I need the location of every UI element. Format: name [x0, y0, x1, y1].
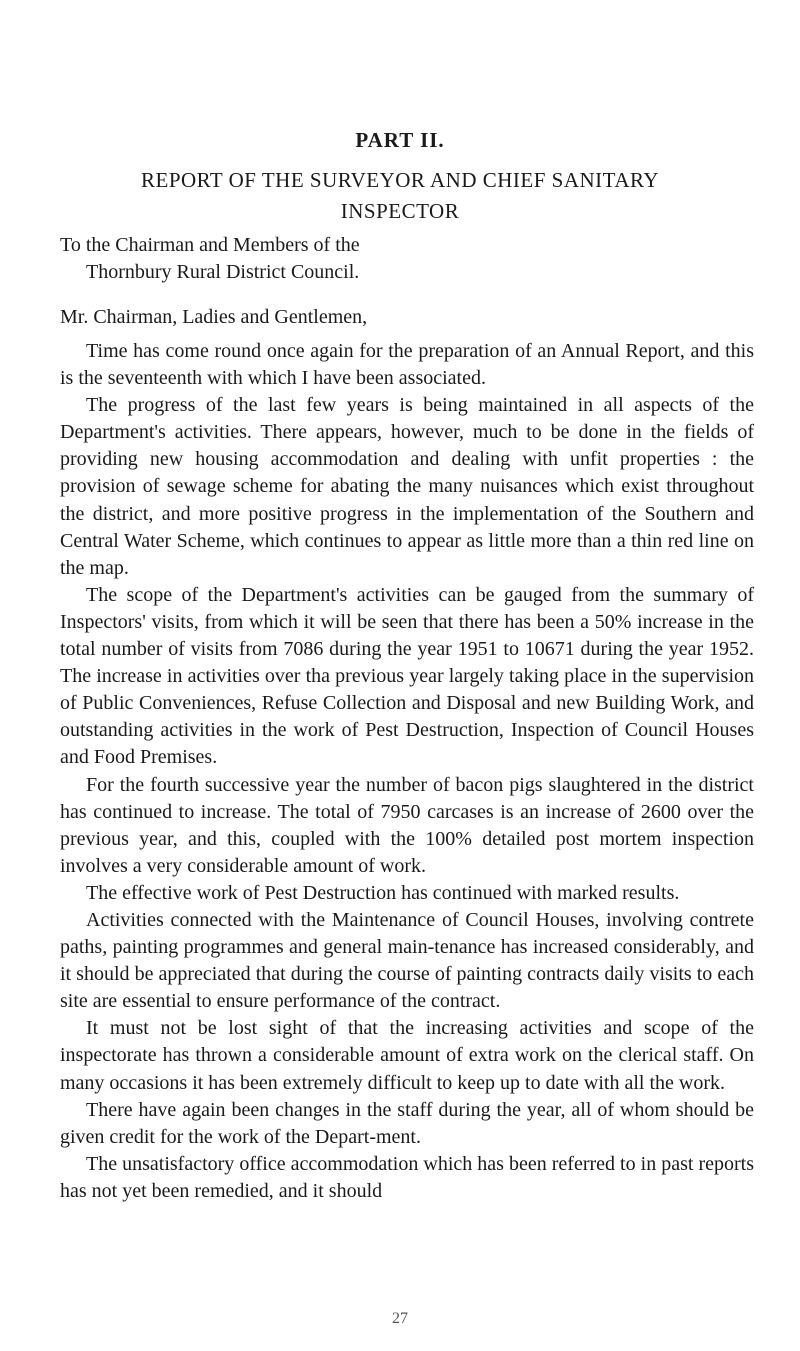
address-line-1: To the Chairman and Members of the	[60, 234, 360, 256]
paragraph-4: For the fourth successive year the number of bacon pigs slaughtered in the district has continued to increase. The total of 7950 carcases is an increase of 2600 over the previous year, and this, coupled with the 100% detailed post mortem inspection involves a very considerable amount of work.	[60, 773, 754, 877]
report-title-line-2: INSPECTOR	[340, 199, 460, 223]
paragraph-9: The unsatisfactory office accommodation which has been referred to in past reports has not yet been remedied, and it should	[60, 1152, 754, 1202]
report-title	[40, 165, 760, 227]
part-heading: PART II.	[355, 128, 445, 152]
page-number: 27	[392, 1310, 408, 1327]
paragraph-3: The scope of the Department's activities can be gauged from the summary of Inspectors' visits, from which it will be seen that there has been a 50% increase in the total number of visits from 7086 during the year 1951 to 10671 during the year 1952. The increase in activities over tha previous year largely taking place in the supervision of Public Conveniences, Refuse Collection and Disposal and new Building Work, and outstanding activities in the work of Pest Destruction, Inspection of Council Houses and Food Premises.	[60, 583, 754, 769]
salutation: Mr. Chairman, Ladies and Gentlemen,	[60, 306, 368, 328]
paragraph-6: Activities connected with the Maintenance of Council Houses, involving contrete paths, painting programmes and general main-tenance has increased considerably, and it should be appreciated that during the course of painting contracts daily visits to each site are essential to ensure performance of the contract.	[60, 908, 754, 1013]
report-body	[60, 338, 754, 1205]
address-block	[60, 232, 760, 286]
paragraph-5: The effective work of Pest Destruction has continued with marked results.	[86, 881, 680, 904]
paragraph-2: The progress of the last few years is being maintained in all aspects of the Department's activities. There appears, however, much to be done in the fields of providing new housing accommodation and dealing with unfit properties : the provision of sewage scheme for abating the many nuisances which exist throughout the district, and more positive progress in the implementation of the Southern and Central Water Scheme, which continues to appear as little more than a thin red line on the map.	[60, 394, 754, 579]
paragraph-8: There have again been changes in the staff during the year, all of whom should be given credit for the work of the Depart-ment.	[60, 1098, 754, 1148]
paragraph-1: Time has come round once again for the preparation of an Annual Report, and this is the seventeenth with which I have been associated.	[60, 340, 754, 390]
report-title-line-1: REPORT OF THE SURVEYOR AND CHIEF SANITARY	[141, 168, 659, 192]
paragraph-7: It must not be lost sight of that the increasing activities and scope of the inspectorate has thrown a considerable amount of extra work on the clerical staff. On many occasions it has been extremely difficult to keep up to date with all the work.	[60, 1017, 754, 1094]
address-line-2: Thornbury Rural District Council.	[86, 261, 360, 283]
